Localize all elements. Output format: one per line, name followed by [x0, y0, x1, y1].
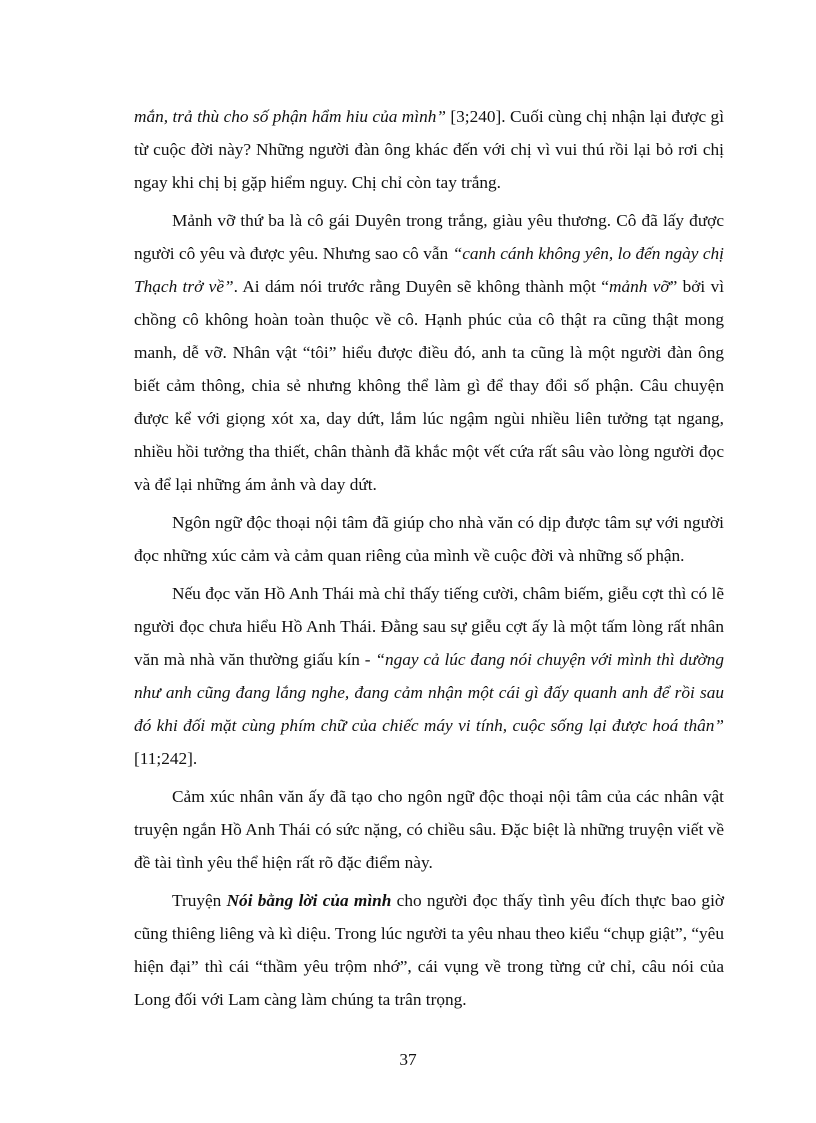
paragraph-5 [134, 780, 724, 879]
page-number: 37 [399, 1050, 417, 1069]
body-text: [11;242]. [134, 749, 198, 768]
paragraph-6 [134, 884, 724, 1016]
paragraph-3 [134, 506, 724, 572]
quote-text: “ngay cả lúc đang nói chuyện với mình thì dường như anh cũng đang lắng nghe, đang cảm nhận một cái gì đấy quanh anh để rồi sau đó khi đối mặt cùng phím chữ của chiếc máy vi tính, cuộc sống lại được hoá thân” [134, 650, 724, 735]
body-text: Cảm xúc nhân văn ấy đã tạo cho ngôn ngữ độc thoại nội tâm của các nhân vật truyện ngắn Hồ Anh Thái có sức nặng, có chiều sâu. Đặc biệt là những truyện viết về đề tài tình yêu thể hiện rất rõ đặc điểm này. [134, 787, 724, 872]
quote-text: “canh cánh không yên, lo đến ngày chị Thạch trở về” [134, 244, 724, 296]
body-text: Ngôn ngữ độc thoại nội tâm đã giúp cho nhà văn có dịp được tâm sự với người đọc những xúc cảm và cảm quan riêng của mình về cuộc đời và những số phận. [134, 513, 724, 565]
paragraph-4 [134, 577, 724, 775]
quote-text: mảnh vỡ [608, 277, 670, 296]
body-text: [3;240]. Cuối cùng chị nhận lại được gì từ cuộc đời này? Những người đàn ông khác đến với chị vì vui thú rồi lại bỏ rơi chị ngay khi chị bị gặp hiểm nguy. Chị chỉ còn tay trắng. [134, 107, 724, 192]
body-text: Mảnh vỡ thứ ba là cô gái Duyên trong trắng, giàu yêu thương. Cô đã lấy được người cô yêu và được yêu. Nhưng sao cô vẫn [134, 211, 724, 263]
body-text: cho người đọc thấy tình yêu đích thực bao giờ cũng thiêng liêng và kì diệu. Trong lúc người ta yêu nhau theo kiểu “chụp giật”, “yêu hiện đại” thì cái “thầm yêu trộm nhớ”, cái vụng về trong từng cử chỉ, câu nói của Long đối với Lam càng làm chúng ta trân trọng. [134, 891, 725, 1009]
body-text: Truyện [172, 891, 227, 910]
paragraph-2 [134, 204, 724, 501]
document-body [134, 100, 724, 1016]
quote-text: mắn, trả thù cho số phận hẩm hiu của mình” [134, 107, 446, 126]
body-text: Nếu đọc văn Hồ Anh Thái mà chỉ thấy tiếng cười, châm biếm, giễu cợt thì có lẽ người đọc chưa hiểu Hồ Anh Thái. Đằng sau sự giễu cợt ấy là một tấm lòng rất nhân văn mà nhà văn thường giấu kín - [134, 584, 724, 669]
body-text: ” bởi vì chồng cô không hoàn toàn thuộc về cô. Hạnh phúc của cô thật ra cũng thật mong manh, dễ vỡ. Nhân vật “tôi” hiểu được điều đó, anh ta cũng là một người đàn ông biết cảm thông, chia sẻ nhưng không thể làm gì để thay đổi số phận. Câu chuyện được kể với giọng xót xa, day dứt, lắm lúc ngậm ngùi nhiều liên tưởng tạt ngang, nhiều hồi tưởng tha thiết, chân thành đã khắc một vết cứa rất sâu vào lòng người đọc và để lại những ám ảnh và day dứt. [134, 277, 725, 494]
story-title: Nói bằng lời của mình [226, 891, 392, 910]
paragraph-1 [134, 100, 724, 199]
body-text: . Ai dám nói trước rằng Duyên sẽ không thành một “ [233, 277, 609, 296]
